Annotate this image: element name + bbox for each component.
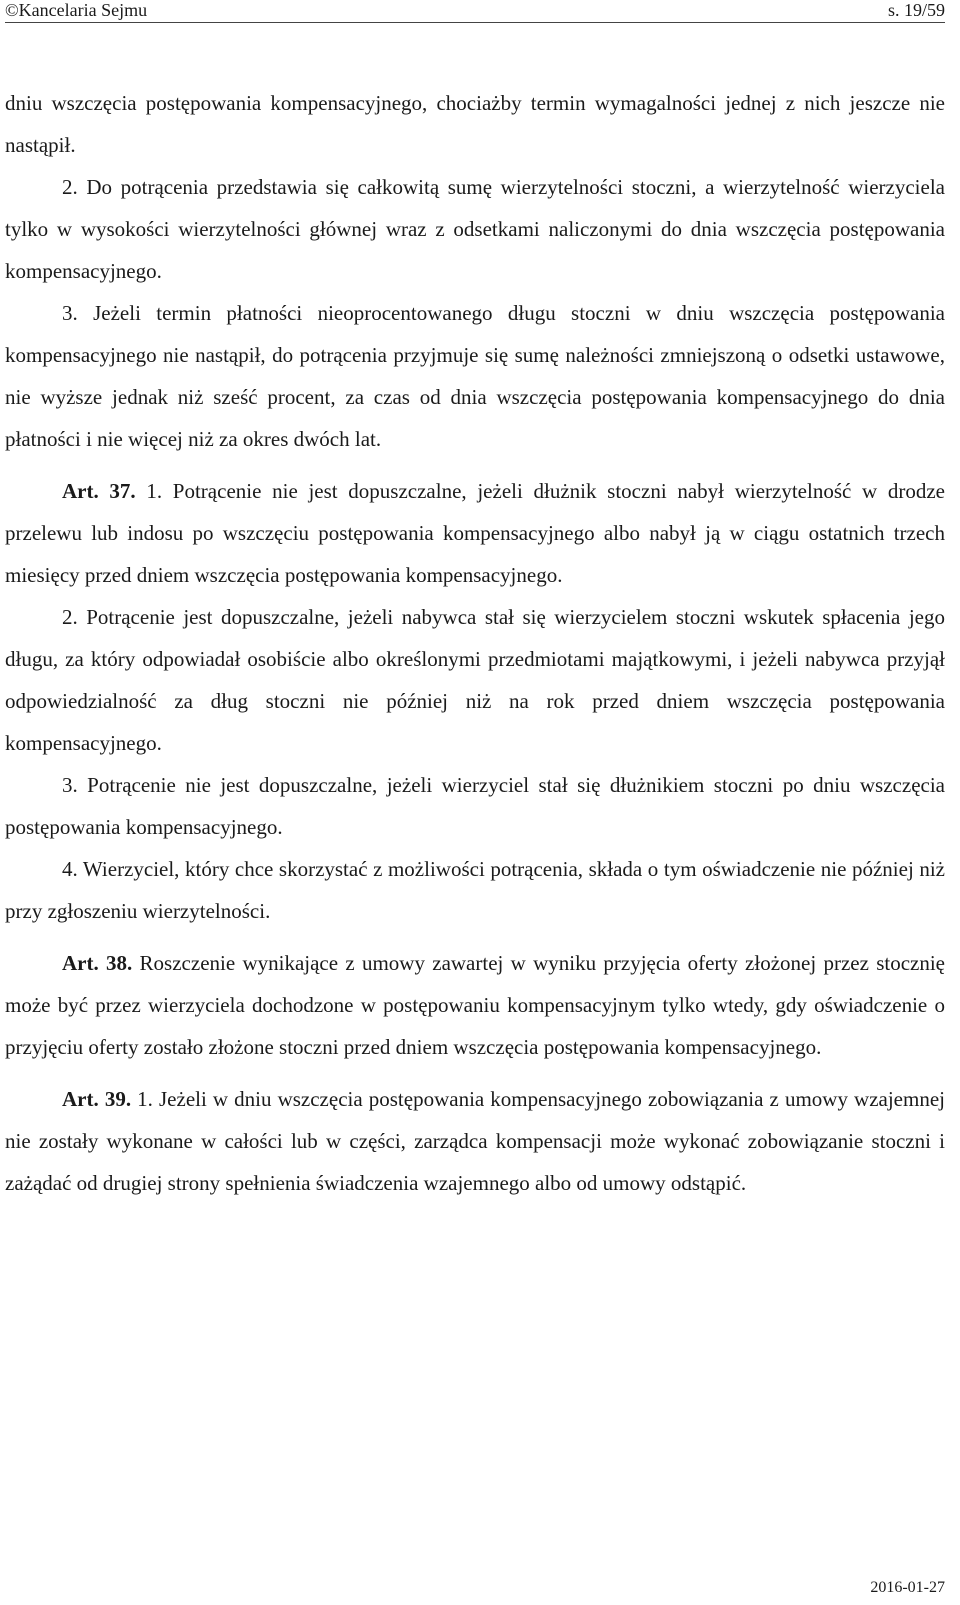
document-body — [5, 82, 945, 1204]
article-37-text: 1. Potrącenie nie jest dopuszczalne, jeżeli dłużnik stoczni nabył wierzytelność w drodze przelewu lub indosu po wszczęciu postępowania kompensacyjnego albo nabył ją w ciągu ostatnich trzech miesięcy przed dniem wszczęcia postępowania kompensacyjnego. — [5, 479, 945, 587]
page-header — [5, 0, 945, 22]
article-37-point-3: 3. Potrącenie nie jest dopuszczalne, jeżeli wierzyciel stał się dłużnikiem stoczni po dniu wszczęcia postępowania kompensacyjnego. — [5, 773, 945, 839]
header-divider — [5, 22, 945, 23]
article-38 — [5, 942, 945, 1068]
article-38-text: Roszczenie wynikające z umowy zawartej w wyniku przyjęcia oferty złożonej przez stocznię może być przez wierzyciela dochodzone w postępowaniu kompensacyjnym tylko wtedy, gdy oświadczenie o przyjęciu oferty zostało złożone stoczni przed dniem wszczęcia postępowania kompensacyjnego. — [5, 951, 945, 1059]
article-37-label: Art. 37. — [62, 479, 136, 503]
article-37 — [5, 470, 945, 596]
article-39 — [5, 1078, 945, 1204]
page-number: s. 19/59 — [887, 0, 945, 20]
article-37-point-4: 4. Wierzyciel, który chce skorzystać z możliwości potrącenia, składa o tym oświadczenie nie później niż przy zgłoszeniu wierzytelności. — [5, 857, 945, 923]
paragraph-continuation: dniu wszczęcia postępowania kompensacyjnego, chociażby termin wymagalności jednej z nich jeszcze nie nastąpił. — [5, 91, 945, 157]
article-39-label: Art. 39. — [62, 1087, 132, 1111]
paragraph-point-2: 2. Do potrącenia przedstawia się całkowitą sumę wierzytelności stoczni, a wierzytelność wierzyciela tylko w wysokości wierzytelności głównej wraz z odsetkami naliczonymi do dnia wszczęcia postępowania kompensacyjnego. — [5, 175, 945, 283]
article-38-label: Art. 38. — [62, 951, 133, 975]
paragraph-point-3: 3. Jeżeli termin płatności nieoprocentowanego długu stoczni w dniu wszczęcia postępowania kompensacyjnego nie nastąpił, do potrącenia przyjmuje się sumę należności zmniejszoną o odsetki ustawowe, nie wyższe jednak niż sześć procent, za czas od dnia wszczęcia postępowania kompensacyjnego do dnia płatności i nie więcej niż za okres dwóch lat. — [5, 301, 945, 451]
article-39-text: 1. Jeżeli w dniu wszczęcia postępowania kompensacyjnego zobowiązania z umowy wzajemnej nie zostały wykonane w całości lub w części, zarządca kompensacji może wykonać zobowiązanie stoczni i zażądać od drugiej strony spełnienia świadczenia wzajemnego albo od umowy odstąpić. — [5, 1087, 945, 1195]
copyright-label: ©Kancelaria Sejmu — [5, 0, 148, 20]
article-37-point-2: 2. Potrącenie jest dopuszczalne, jeżeli nabywca stał się wierzycielem stoczni wskutek spłacenia jego długu, za który odpowiadał osobiście albo określonymi przedmiotami majątkowymi, i jeżeli nabywca przyjął odpowiedzialność za dług stoczni nie później niż na rok przed dniem wszczęcia postępowania kompensacyjnego. — [5, 605, 945, 755]
footer-date: 2016-01-27 — [870, 1579, 945, 1596]
